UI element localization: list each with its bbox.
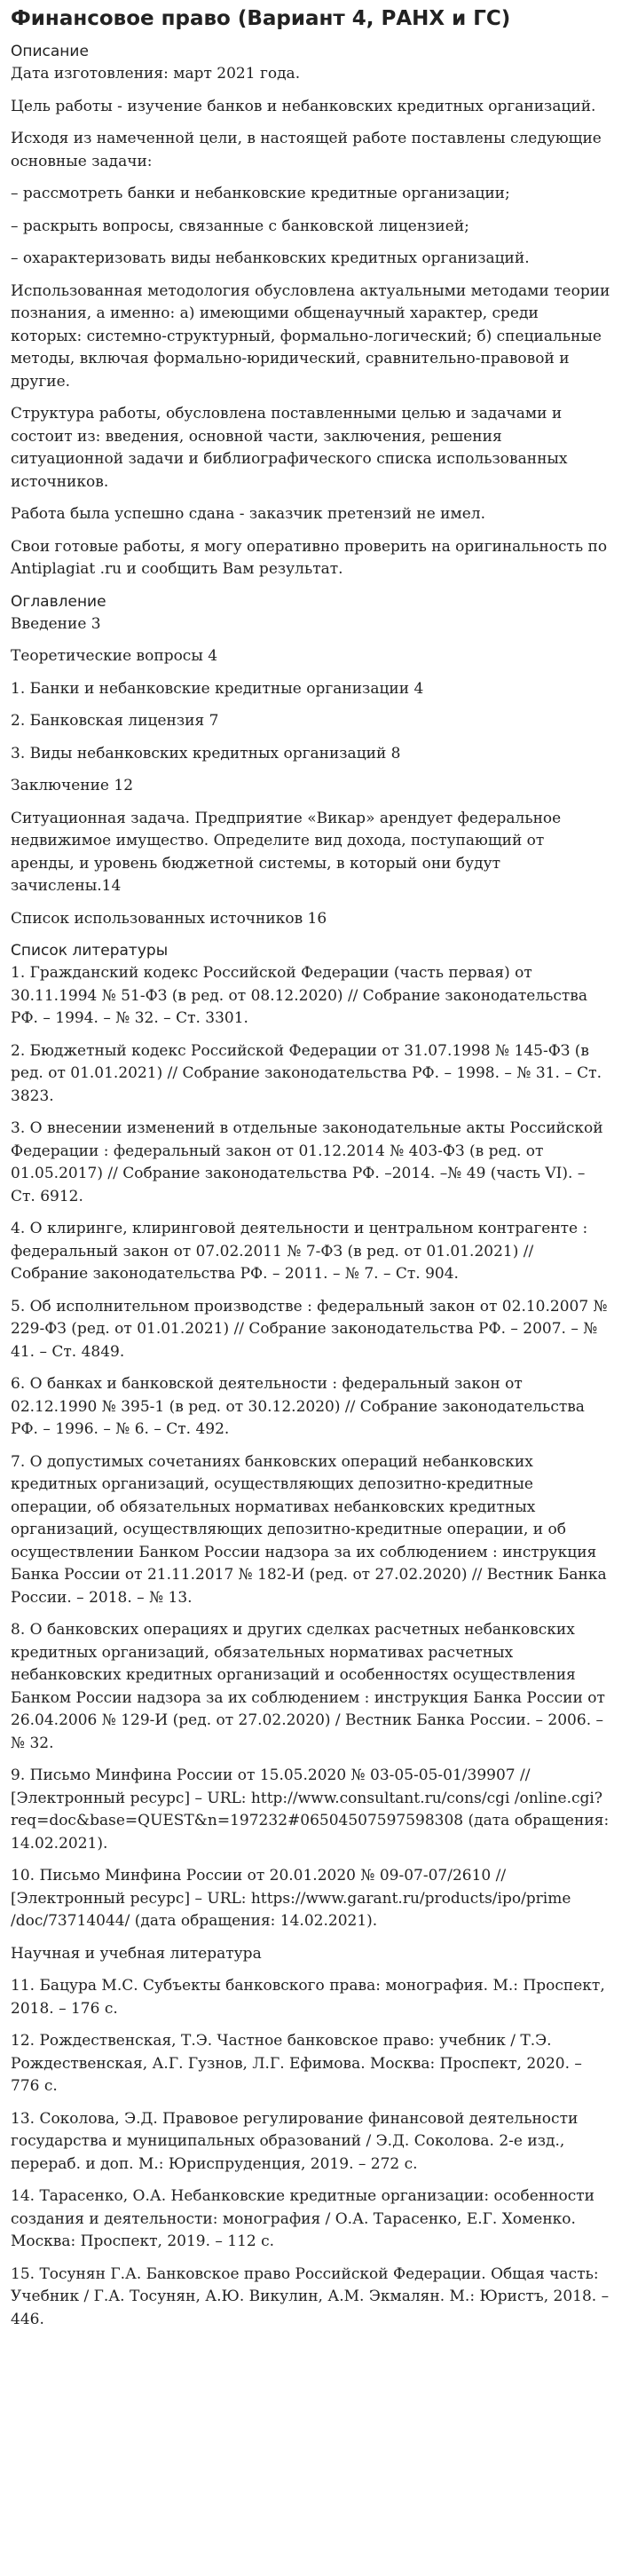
- goal-paragraph: Цель работы - изучение банков и небанковских кредитных организаций.: [11, 97, 596, 115]
- toc-item-q1: 1. Банки и небанковские кредитные организации 4: [11, 679, 424, 698]
- toc-item-task: Ситуационная задача. Предприятие «Викар» арендует федеральное недвижимое имущество. Определите вид дохода, поступающий от аренды, и уровень бюджетной системы, в который они будут зачислены.14: [11, 809, 562, 895]
- reference-item: 5. Об исполнительном производстве : федеральный закон от 02.10.2007 № 229-ФЗ (ред. от 01.01.2021) // Собрание законодательства РФ. – 2007. – № 41. – Ст. 4849.: [11, 1297, 608, 1361]
- reference-item: 14. Тарасенко, О.А. Небанковские кредитные организации: особенности создания и деятельности: монография / О.А. Тарасенко, Е.Г. Хоменко. Москва: Проспект, 2019. – 112 с.: [11, 2187, 594, 2250]
- reference-item: 2. Бюджетный кодекс Российской Федерации от 31.07.1998 № 145-ФЗ (в ред. от 01.01.2021) // Собрание законодательства РФ. – 1998. – № 31. – Ст. 3823.: [11, 1041, 602, 1105]
- reference-item: 11. Бацура М.С. Субъекты банковского права: монография. М.: Проспект, 2018. – 176 с.: [11, 1977, 605, 2018]
- reference-item: 8. О банковских операциях и других сделках расчетных небанковских кредитных организаций, обязательных нормативах расчетных небанковских кредитных организаций и особенностях осуществления Банком России надзора за их соблюдением : инструкция Банка России от 26.04.2006 № 129-И (ред. от 27.02.2020) / Вестник Банка России. – 2006. – № 32.: [11, 1621, 605, 1752]
- task-item: – охарактеризовать виды небанковских кредитных организаций.: [11, 249, 530, 267]
- edu-literature-heading: Научная и учебная литература: [11, 1944, 262, 1963]
- toc-item-q3: 3. Виды небанковских кредитных организаций 8: [11, 744, 401, 763]
- toc-item-sources: Список использованных источников 16: [11, 909, 327, 928]
- reference-item: 3. О внесении изменений в отдельные законодательные акты Российской Федерации : федеральный закон от 01.12.2014 № 403-ФЗ (в ред. от 01.05.2017) // Собрание законодательства РФ. –2014. –№ 49 (часть VI). – Ст. 6912.: [11, 1119, 603, 1205]
- reference-item: 4. О клиринге, клиринговой деятельности и центральном контрагенте : федеральный закон от 07.02.2011 № 7-ФЗ (в ред. от 01.01.2021) // Собрание законодательства РФ. – 2011. – № 7. – Ст. 904.: [11, 1220, 588, 1283]
- page-title: Финансовое право (Вариант 4, РАНХ и ГС): [11, 7, 511, 30]
- reference-item: 1. Гражданский кодекс Российской Федерации (часть первая) от 30.11.1994 № 51-ФЗ (в ред. от 08.12.2020) // Собрание законодательства РФ. – 1994. – № 32. – Ст. 3301.: [11, 964, 588, 1027]
- task-item: – раскрыть вопросы, связанные с банковской лицензией;: [11, 217, 469, 235]
- reference-item: 7. О допустимых сочетаниях банковских операций небанковских кредитных организаций, осуществляющих депозитно-кредитные операции, об обязательных нормативах небанковских кредитных организаций, осуществляющих депозитно-кредитные операции, и об осуществлении Банком России надзора за их соблюдением : инструкция Банка России от 21.11.2017 № 182-И (ред. от 27.02.2020) // Вестник Банка России. – 2018. – № 13.: [11, 1452, 607, 1607]
- reference-item: 6. О банках и банковской деятельности : федеральный закон от 02.12.1990 № 395-1 (в ред. от 30.12.2020) // Собрание законодательства РФ. – 1996. – № 6. – Ст. 492.: [11, 1375, 585, 1438]
- toc-item-q2: 2. Банковская лицензия 7: [11, 712, 219, 730]
- literature-heading: Список литературы: [11, 942, 169, 960]
- toc-item-intro: Введение 3: [11, 614, 101, 633]
- structure-paragraph: Структура работы, обусловлена поставленными целью и задачами и состоит из: введения, основной части, заключения, решения ситуационной задачи и библиографического списка использованных источников.: [11, 405, 568, 491]
- reference-item: 9. Письмо Минфина России от 15.05.2020 № 03-05-05-01/39907 // [Электронный ресурс] – URL: http://www.consultant.ru/cons/cgi /online.cgi?req=doc&base=QUEST&n=197232#06504507597598308 (дата обращения: 14.02.2021).: [11, 1766, 610, 1853]
- production-date: Дата изготовления: март 2021 года.: [11, 65, 301, 83]
- check-paragraph: Свои готовые работы, я могу оперативно проверить на оригинальность по Antiplagiat .ru и сообщить Вам результат.: [11, 537, 608, 578]
- task-item: – рассмотреть банки и небанковские кредитные организации;: [11, 185, 510, 202]
- toc-heading: Оглавление: [11, 592, 106, 611]
- toc-item-conclusion: Заключение 12: [11, 777, 134, 794]
- reference-item: 12. Рождественская, Т.Э. Частное банковское право: учебник / Т.Э. Рождественская, А.Г. Гузнов, Л.Г. Ефимова. Москва: Проспект, 2020. – 776 с.: [11, 2032, 582, 2095]
- toc-item-theory: Теоретические вопросы 4: [11, 647, 218, 665]
- result-paragraph: Работа была успешно сдана - заказчик претензий не имел.: [11, 505, 485, 523]
- description-heading: Описание: [11, 43, 89, 60]
- reference-item: 13. Соколова, Э.Д. Правовое регулирование финансовой деятельности государства и муниципальных образований / Э.Д. Соколова. 2-е изд., перераб. и доп. М.: Юриспруденция, 2019. – 272 с.: [11, 2109, 579, 2173]
- methodology-paragraph: Использованная методология обусловлена актуальными методами теории познания, а именно: а) имеющими общенаучный характер, среди которых: системно-структурный, формально-логический; б) специальные методы, включая формально-юридический, сравнительно-правовой и другие.: [11, 281, 610, 391]
- reference-item: 15. Тосунян Г.А. Банковское право Российской Федерации. Общая часть: Учебник / Г.А. Тосунян, А.Ю. Викулин, А.М. Экмалян. М.: Юристъ, 2018. – 446.: [11, 2264, 610, 2328]
- reference-item: 10. Письмо Минфина России от 20.01.2020 № 09-07-07/2610 // [Электронный ресурс] – URL: https://www.garant.ru/products/ipo/prime /doc/73714044/ (дата обращения: 14.02.2021).: [11, 1867, 571, 1930]
- tasks-intro: Исходя из намеченной цели, в настоящей работе поставлены следующие основные задачи:: [11, 130, 602, 170]
